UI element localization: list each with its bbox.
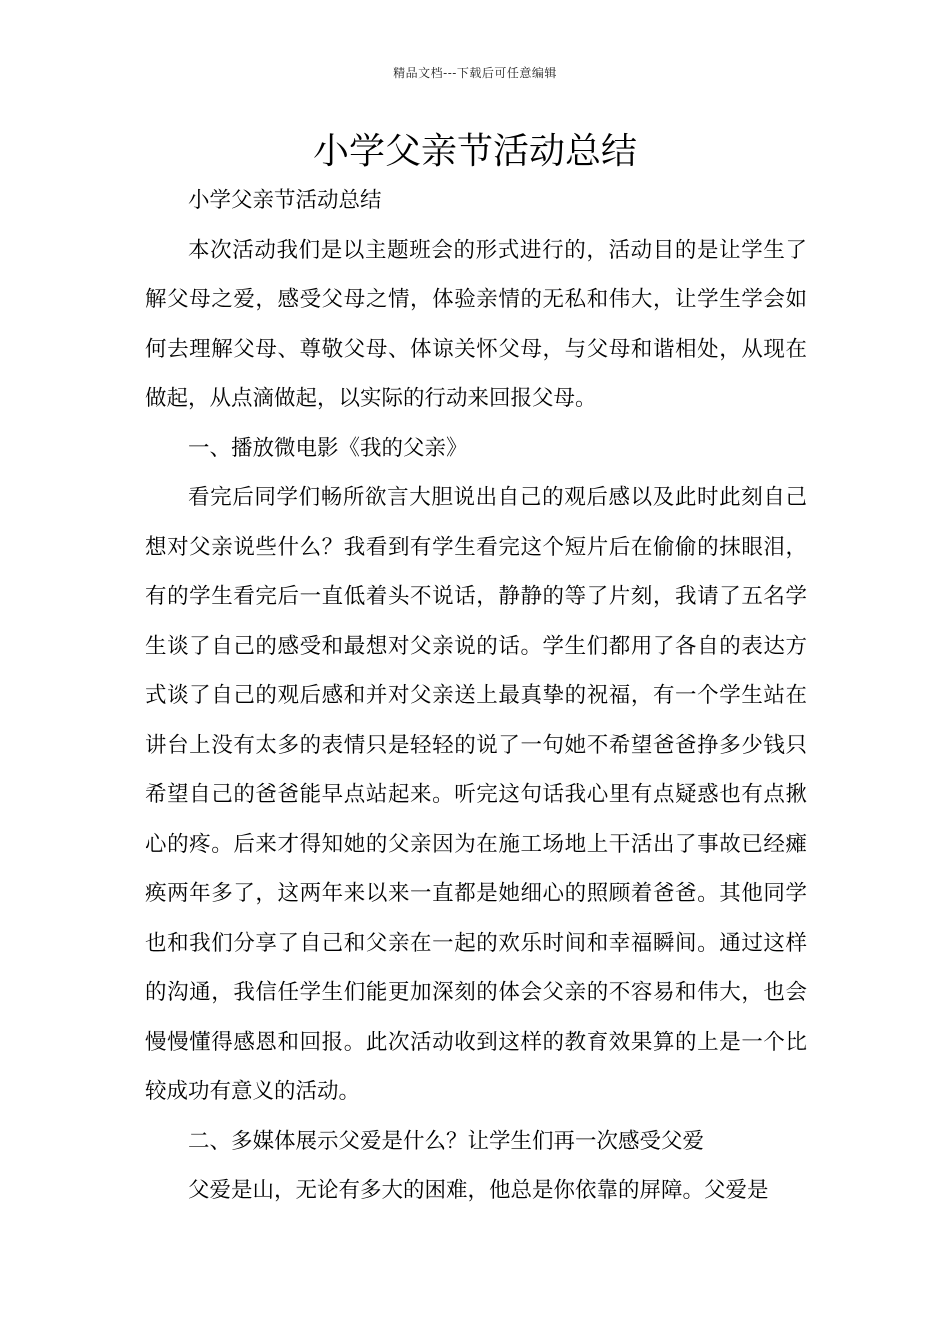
paragraph-intro: 本次活动我们是以主题班会的形式进行的，活动目的是让学生了解父母之爱，感受父母之情，体验亲情的无私和伟大，让学生学会如何去理解父母、尊敬父母、体谅关怀父母，与父母和谐相处，从现在做起，从点滴做起，以实际的行动来回报父母。 xyxy=(145,237,807,411)
section-heading-1: 一、播放微电影《我的父亲》 xyxy=(188,435,468,461)
header-note: 精品文档---下载后可任意编辑 xyxy=(393,66,557,80)
document-title: 小学父亲节活动总结 xyxy=(312,131,637,172)
paragraph-section-1: 看完后同学们畅所欲言大胆说出自己的观后感以及此时此刻自己想对父亲说些什么？我看到有学生看完这个短片后在偷偷的抹眼泪，有的学生看完后一直低着头不说话，静静的等了片刻，我请了五名学生谈了自己的感受和最想对父亲说的话。学生们都用了各自的表达方式谈了自己的观后感和并对父亲送上最真挚的祝福，有一个学生站在讲台上没有太多的表情只是轻轻的说了一句她不希望爸爸挣多少钱只希望自己的爸爸能早点站起来。听完这句话我心里有点疑惑也有点揪心的疼。后来才得知她的父亲因为在施工场地上干活出了事故已经瘫痪两年多了，这两年来以来一直都是她细心的照顾着爸爸。其他同学也和我们分享了自己和父亲在一起的欢乐时间和幸福瞬间。通过这样的沟通，我信任学生们能更加深刻的体会父亲的不容易和伟大，也会慢慢懂得感恩和回报。此次活动收到这样的教育效果算的上是一个比较成功有意义的活动。 xyxy=(145,485,807,1104)
paragraph-section-2: 父爱是山，无论有多大的困难，他总是你依靠的屏障。父爱是 xyxy=(188,1178,769,1203)
paragraph-subtitle: 小学父亲节活动总结 xyxy=(188,188,382,213)
section-heading-2: 二、多媒体展示父爱是什么？让学生们再一次感受父爱 xyxy=(188,1128,705,1154)
document-body xyxy=(145,176,807,1216)
